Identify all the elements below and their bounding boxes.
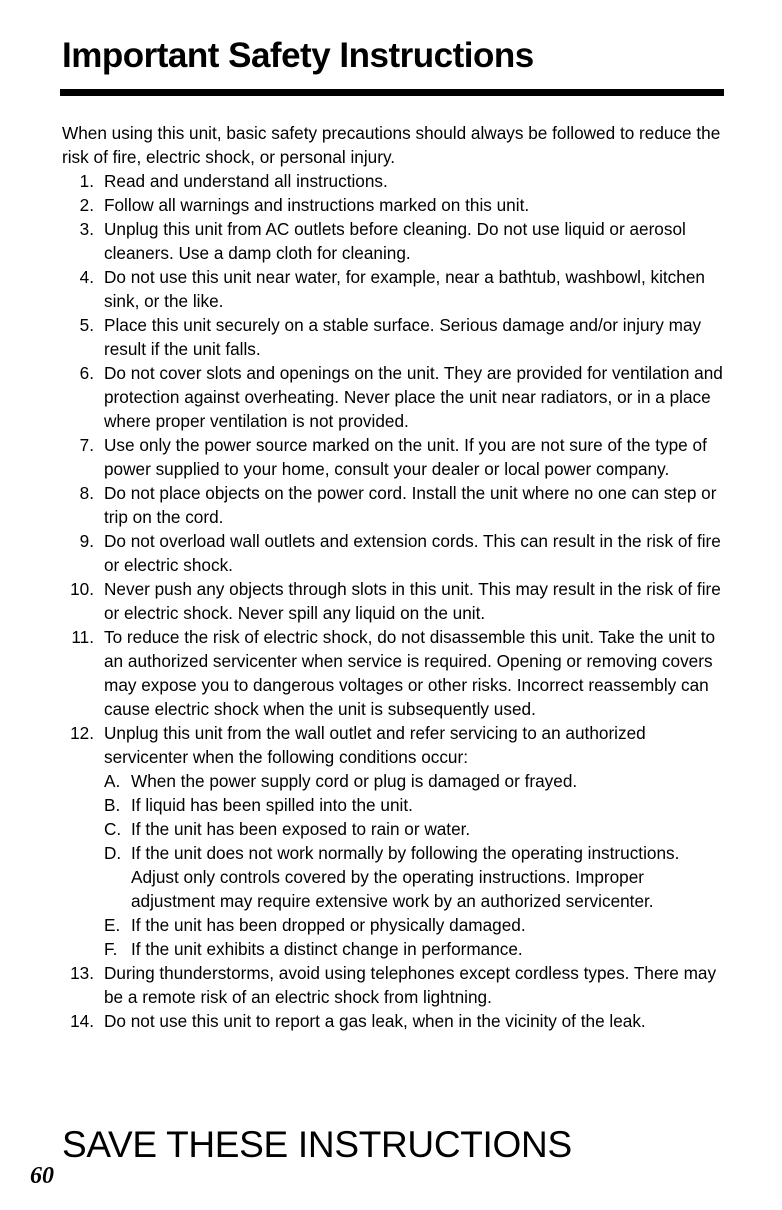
item-text: Unplug this unit from the wall outlet and refer servicing to an authorized servicenter when the following conditions occur: [104,723,646,767]
item-text: Do not place objects on the power cord. Install the unit where no one can step or trip on the cord. [104,483,717,527]
item-text: Do not use this unit to report a gas leak, when in the vicinity of the leak. [104,1011,646,1031]
title-rule [60,89,724,96]
condition-letter: E. [104,915,121,935]
item-text: Read and understand all instructions. [104,171,388,191]
condition-letter: F. [104,939,118,959]
item-text: During thunderstorms, avoid using telephones except cordless types. There may be a remote risk of an electric shock from lightning. [104,963,717,1007]
item-number: 7. [79,435,94,455]
condition-text: If the unit has been dropped or physically damaged. [131,915,526,935]
item-number: 11. [71,627,94,647]
instruction-item [62,265,727,313]
item-text: Do not overload wall outlets and extension cords. This can result in the risk of fire or electric shock. [104,531,721,575]
item-text: Place this unit securely on a stable surface. Serious damage and/or injury may result if the unit falls. [104,315,702,359]
safety-instructions [62,121,727,1033]
item-number: 5. [79,315,94,335]
instruction-item [62,217,727,265]
instruction-item [62,169,727,193]
condition-text: When the power supply cord or plug is damaged or frayed. [131,771,578,791]
condition-letter: D. [104,843,122,863]
condition-text: If the unit exhibits a distinct change in performance. [131,939,523,959]
item-body [104,721,727,961]
condition-item [104,913,727,937]
condition-item [104,841,727,913]
instruction-item [62,361,727,433]
page-title: Important Safety Instructions [62,36,534,75]
item-text: Do not use this unit near water, for example, near a bathtub, washbowl, kitchen sink, or the like. [104,267,705,311]
item-text: To reduce the risk of electric shock, do not disassemble this unit. Take the unit to an authorized servicenter when service is required. Opening or removing covers may expose you to dangerous voltages or other risks. Incorrect reassembly can cause electric shock when the unit is subsequently used. [104,627,716,719]
instruction-item [62,625,727,721]
item-number: 9. [79,531,94,551]
item-number: 6. [79,363,94,383]
instruction-item [62,529,727,577]
instruction-item [62,721,727,961]
condition-item [104,769,727,793]
condition-text: If the unit has been exposed to rain or water. [131,819,471,839]
instruction-list [62,169,727,1033]
instruction-item [62,481,727,529]
condition-letter: B. [104,795,121,815]
intro-paragraph: When using this unit, basic safety precautions should always be followed to reduce the risk of fire, electric shock, or personal injury. [62,123,721,167]
item-text: Never push any objects through slots in this unit. This may result in the risk of fire or electric shock. Never spill any liquid on the unit. [104,579,721,623]
instruction-item [62,577,727,625]
condition-text: If the unit does not work normally by following the operating instructions. Adjust only controls covered by the operating instructions. Improper adjustment may require extensive work by an authorized servicenter. [131,843,680,911]
condition-text: If liquid has been spilled into the unit. [131,795,413,815]
item-text: Unplug this unit from AC outlets before cleaning. Do not use liquid or aerosol cleaners. Use a damp cloth for cleaning. [104,219,686,263]
condition-item [104,793,727,817]
item-number: 4. [79,267,94,287]
instruction-item [62,961,727,1009]
instruction-item [62,193,727,217]
item-number: 3. [79,219,94,239]
item-number: 2. [79,195,94,215]
condition-letter: A. [104,771,121,791]
instruction-item [62,433,727,481]
save-instructions-heading: SAVE THESE INSTRUCTIONS [62,1124,572,1165]
item-number: 14. [70,1011,94,1031]
condition-item [104,937,727,961]
item-text: Use only the power source marked on the unit. If you are not sure of the type of power supplied to your home, consult your dealer or local power company. [104,435,707,479]
condition-item [104,817,727,841]
instruction-item [62,1009,727,1033]
item-text: Follow all warnings and instructions marked on this unit. [104,195,530,215]
item-number: 8. [79,483,94,503]
item-number: 1. [79,171,94,191]
condition-letter: C. [104,819,122,839]
item-number: 10. [70,579,94,599]
item-number: 12. [70,723,94,743]
instruction-item [62,313,727,361]
item-number: 13. [70,963,94,983]
condition-list [104,769,727,961]
page-number: 60 [30,1163,54,1189]
item-text: Do not cover slots and openings on the unit. They are provided for ventilation and protection against overheating. Never place the unit near radiators, or in a place where proper ventilation is not provided. [104,363,723,431]
